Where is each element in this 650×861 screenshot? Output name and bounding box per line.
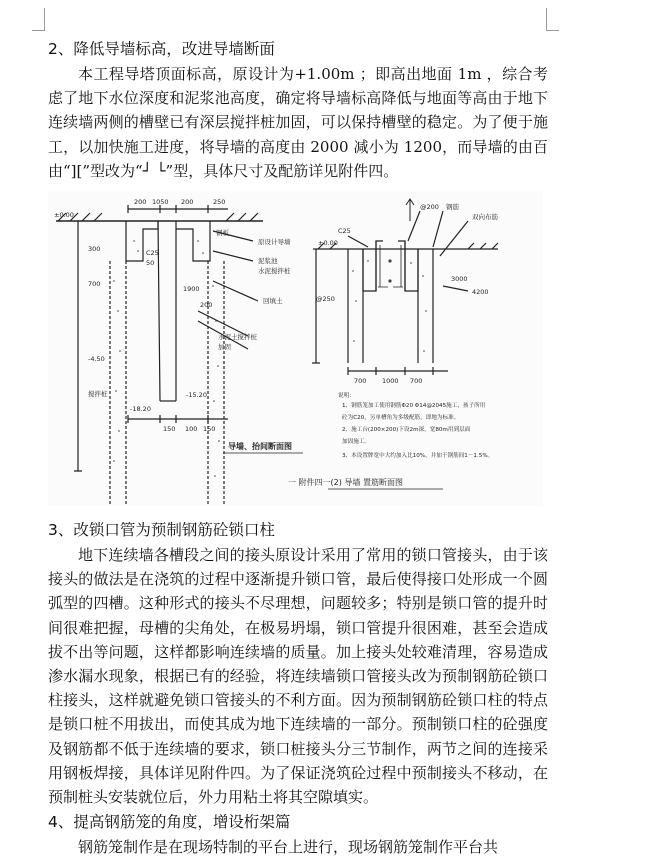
right-side-0: ±0.00 — [318, 239, 338, 248]
section-3-title: 3、改锁口管为预制钢筋砼锁口柱 — [48, 521, 275, 540]
right-side-3: @250 — [316, 295, 335, 304]
drawing-svg — [48, 191, 543, 506]
left-dim-bottom-1: 100 — [185, 425, 198, 434]
left-note-3: 700 — [88, 280, 101, 289]
right-note-3: 加固施工。 — [342, 439, 370, 446]
left-dim-top-2: 200 — [181, 198, 194, 207]
right-dim-1: 1000 — [382, 377, 399, 386]
right-label-2: 钢筋 — [446, 203, 459, 212]
section-4-paragraph: 钢筋笼制作是在现场特制的平台上进行，现场钢筋笼制作平台共 — [78, 838, 499, 857]
left-note-6: 50 — [146, 259, 155, 268]
left-note-11: 水泥土搅拌桩 — [218, 333, 257, 342]
right-side-2: 4200 — [472, 288, 489, 297]
right-note-1: 砼为C20，另单槽角为多级配筋，即地为标准。 — [342, 415, 460, 422]
left-note-15: 泥浆池 — [258, 257, 278, 266]
page-corner-mark-left — [32, 8, 45, 31]
left-dim-top-0: 200 — [134, 198, 147, 207]
left-note-2: 300 — [88, 245, 101, 254]
page-corner-mark-right — [546, 8, 559, 31]
left-note-9: -18.20 — [130, 405, 151, 414]
section-4-title: 4、提高钢筋笼的角度，增设桁架篇 — [48, 813, 291, 832]
left-bottom-elevation: -15.20 — [186, 391, 207, 400]
right-side-1: 3000 — [451, 275, 468, 284]
right-label-3: 双向布筋 — [472, 213, 498, 222]
right-note-4: 3、本设置牌宽中大约加入比10%，并加于钢筋间1－1.5%。 — [342, 453, 494, 460]
left-top-elevation: ±0.00 — [54, 211, 74, 220]
left-note-10: 搅拌桩 — [88, 390, 108, 399]
right-note-0: 1、钢筋笼加工使用钢筋Φ20 Φ14@2045施工，孩子所用 — [342, 403, 486, 410]
left-note-4: 1900 — [183, 285, 200, 294]
section-3-paragraph: 地下连续墙各槽段之间的接头原设计采用了常用的锁口管接头，由于该接头的做法是在浇筑的过程中逐渐提升锁口管，最后使得接口处形成一个圆弧型的四槽。这种形式的接头不尽理想，问题较多；特别是锁口管的提升时间很难把握，母槽的尖角处，在极易坍塌，锁口管提升很困难，甚至会造成拔不出等问题，这样都影响连续墙的质量。加上接头处较难清理，容易造成渗水漏水现象，根据已有的经验，将连续墙锁口管接头改为预制钢筋砼锁口柱接头，这样就避免锁口管接头的不利方面。因为预制钢筋砼锁口柱的特点是锁口桩不用拔出，而使其成为地下连续墙的一部分。预制锁口柱的砼强度及钢筋都不低于连续墙的要求，锁口桩接头分三节制作，两节之间的连接采用钢板焊接，具体详见附件四。为了保证浇筑砼过程中预制接头不移动，在预制桩头安装就位后，外力用粘土将其空隙填实。 — [48, 546, 548, 807]
right-notes-title: 说明： — [338, 393, 355, 400]
right-dim-0: 700 — [354, 377, 367, 386]
left-note-16: 水泥搅拌桩 — [258, 267, 291, 276]
left-dim-top-1: 1050 — [152, 198, 169, 207]
left-note-0: 钢板 — [216, 229, 229, 238]
guide-wall-drawing — [48, 191, 543, 506]
right-note-2: 2、施工台(200×200)下设2m深，宽80m用到层面 — [342, 427, 471, 434]
right-label-1: @200 — [420, 203, 439, 212]
left-note-17: 加固 — [218, 343, 231, 352]
document-body — [48, 36, 548, 859]
left-note-14: 原设计导墙 — [258, 238, 291, 247]
figure-caption: 一 附件四一(2) 导墙 置筋断面图 — [288, 478, 403, 488]
left-note-8: -4.50 — [88, 355, 105, 364]
right-label-0: C25 — [338, 227, 351, 236]
left-note-7: 200 — [200, 301, 213, 310]
section-2-paragraph: 本工程导塔顶面标高，原设计为+1.00m ；即高出地面 1m ，综合考虑了地下水位深度和泥浆池高度，确定将导墙标高降低与地面等高由于地下连续墙两侧的槽壁已有深层搅拌桩加固，可以保持槽壁的稳定。为了便于施工，以加快施工进度，将导墙的高度由 2000 减小为 1200，而导墙的由百由“][”型改为“┘ └”型，具体尺寸及配筋详见附件四。 — [48, 65, 548, 180]
left-dim-bottom-2: 150 — [203, 425, 216, 434]
left-dim-bottom-0: 150 — [163, 425, 176, 434]
left-note-5: C25 — [146, 249, 159, 258]
right-dim-2: 700 — [410, 377, 423, 386]
left-note-13: 回填土 — [263, 297, 283, 306]
left-dim-top-3: 250 — [213, 198, 226, 207]
left-figure-caption: 导墙、抬间断面图 — [228, 442, 292, 452]
section-2-title: 2、降低导墙标高，改进导墙断面 — [48, 40, 275, 58]
